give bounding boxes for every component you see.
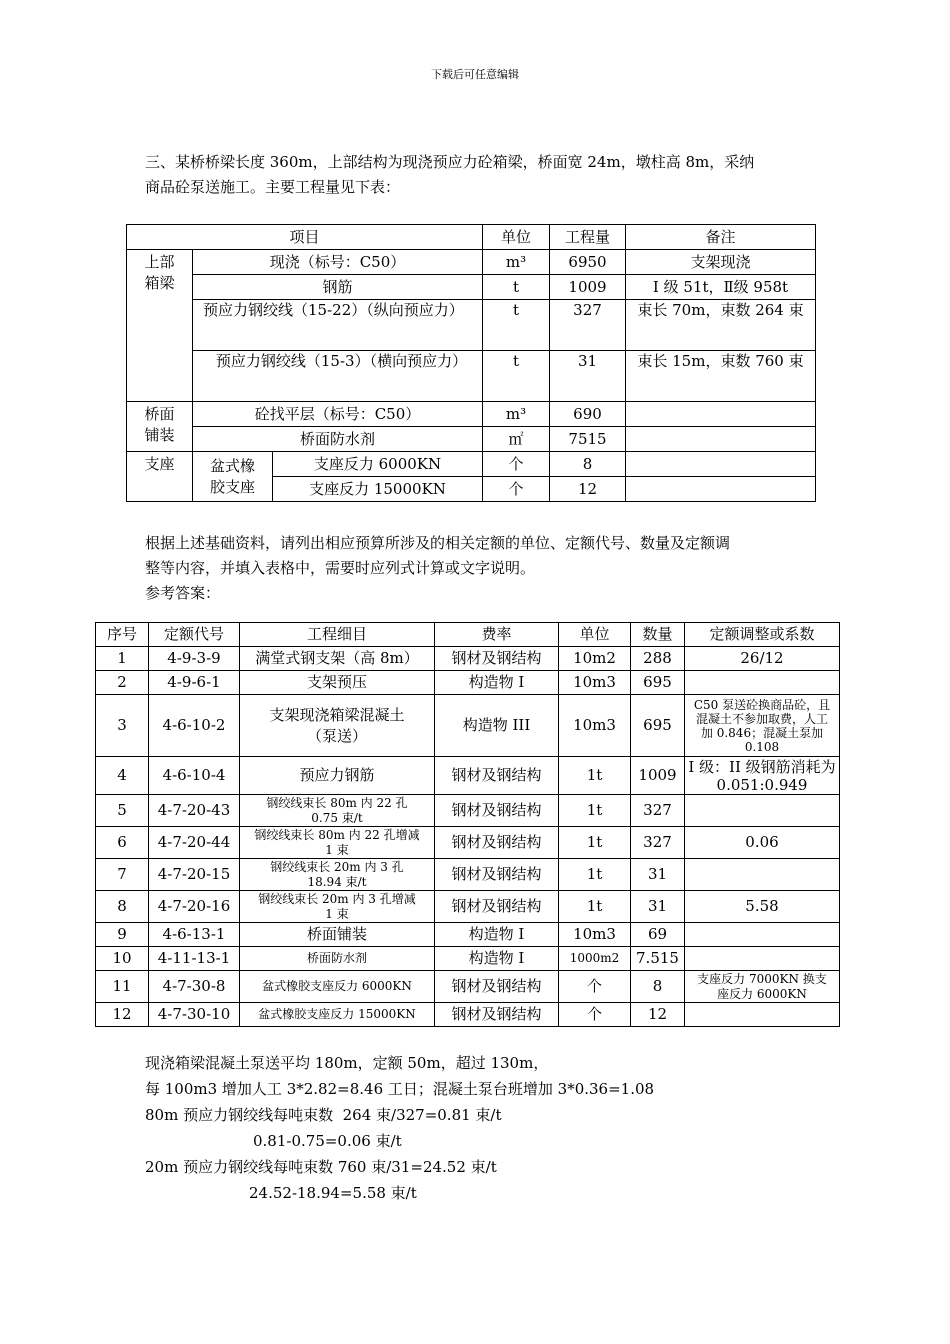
- table-row: [127, 427, 816, 452]
- table-row: [127, 452, 816, 477]
- header-cell: 项目: [127, 225, 483, 250]
- remark-cell: [626, 427, 816, 452]
- item-cell: 钢绞线束长 20m 内 3 孔增减 1 束: [240, 891, 435, 923]
- quantity-cell: 690: [550, 402, 626, 427]
- unit-cell: ㎡: [483, 427, 550, 452]
- header-cell: 定额调整或系数: [685, 623, 840, 647]
- unit-cell: 1000m2: [559, 947, 631, 971]
- seq-cell: 5: [96, 795, 149, 827]
- item-cell: 桥面铺装: [240, 923, 435, 947]
- item-cell: 盆式橡胶支座反力 15000KN: [240, 1003, 435, 1027]
- seq-cell: 12: [96, 1003, 149, 1027]
- unit-cell: 1t: [559, 795, 631, 827]
- answer-label: 参考答案：: [145, 584, 221, 602]
- adjust-cell: [685, 947, 840, 971]
- rate-cell: 构造物 I: [435, 671, 559, 695]
- table-row: [96, 923, 840, 947]
- header-cell: 定额代号: [149, 623, 240, 647]
- unit-cell: 个: [559, 1003, 631, 1027]
- seq-cell: 2: [96, 671, 149, 695]
- table-row: [96, 671, 840, 695]
- unit-cell: 1t: [559, 859, 631, 891]
- adjust-cell: 26/12: [685, 647, 840, 671]
- header-cell: 数量: [631, 623, 685, 647]
- table-row: [127, 402, 816, 427]
- table-row: [96, 695, 840, 757]
- rate-cell: 钢材及钢结构: [435, 891, 559, 923]
- rate-cell: 构造物 I: [435, 947, 559, 971]
- remark-cell: Ⅰ 级 51t，Ⅱ级 958t: [626, 275, 816, 300]
- adjust-cell: [685, 795, 840, 827]
- item-cell: 桥面防水剂: [240, 947, 435, 971]
- quantity-cell: 7515: [550, 427, 626, 452]
- code-cell: 4-9-6-1: [149, 671, 240, 695]
- rate-cell: 构造物 III: [435, 695, 559, 757]
- question-paragraph: [145, 531, 815, 606]
- adjust-cell: [685, 671, 840, 695]
- adjust-cell: [685, 1003, 840, 1027]
- table-row: [96, 971, 840, 1003]
- table-row: [127, 250, 816, 275]
- unit-cell: 个: [483, 452, 550, 477]
- code-cell: 4-6-10-4: [149, 757, 240, 795]
- note-line: 80m 预应力钢绞线每吨束数 264 束/327=0.81 束/t: [145, 1106, 502, 1124]
- intro-line: 三、某桥桥梁长度 360m，上部结构为现浇预应力砼箱梁，桥面宽 24m，墩柱高 8m，采纳: [145, 153, 755, 171]
- quantity-cell: 327: [631, 827, 685, 859]
- item-cell: 桥面防水剂: [193, 427, 483, 452]
- quantity-cell: 288: [631, 647, 685, 671]
- item-cell: 支座反力 15000KN: [273, 477, 483, 502]
- table-row: [96, 647, 840, 671]
- quantity-cell: 69: [631, 923, 685, 947]
- item-cell: 预应力钢筋: [240, 757, 435, 795]
- code-cell: 4-7-20-16: [149, 891, 240, 923]
- quantity-cell: 31: [631, 891, 685, 923]
- quantity-cell: 7.515: [631, 947, 685, 971]
- header-cell: 工程量: [550, 225, 626, 250]
- code-cell: 4-7-20-44: [149, 827, 240, 859]
- unit-cell: 10m2: [559, 647, 631, 671]
- unit-cell: 10m3: [559, 695, 631, 757]
- item-cell: 砼找平层（标号：C50）: [193, 402, 483, 427]
- unit-cell: m³: [483, 402, 550, 427]
- section-cell-deck-paving: 桥面 铺装: [127, 402, 193, 452]
- table-row: [127, 351, 816, 402]
- code-cell: 4-7-30-8: [149, 971, 240, 1003]
- code-cell: 4-7-20-43: [149, 795, 240, 827]
- quantity-cell: 8: [631, 971, 685, 1003]
- adjust-cell: [685, 923, 840, 947]
- seq-cell: 1: [96, 647, 149, 671]
- rate-cell: 钢材及钢结构: [435, 757, 559, 795]
- unit-cell: 个: [559, 971, 631, 1003]
- table-row: [96, 947, 840, 971]
- item-cell: 钢绞线束长 80m 内 22 孔 0.75 束/t: [240, 795, 435, 827]
- remark-cell: [626, 477, 816, 502]
- table-row: [96, 859, 840, 891]
- seq-cell: 7: [96, 859, 149, 891]
- adjust-cell: 支座反力 7000KN 换支座反力 6000KN: [685, 971, 840, 1003]
- seq-cell: 4: [96, 757, 149, 795]
- remark-cell: 支架现浇: [626, 250, 816, 275]
- header-cell: 单位: [559, 623, 631, 647]
- table-row: [127, 275, 816, 300]
- quantity-cell: 12: [631, 1003, 685, 1027]
- unit-cell: 1t: [559, 757, 631, 795]
- header-cell: 单位: [483, 225, 550, 250]
- code-cell: 4-7-20-15: [149, 859, 240, 891]
- header-cell: 备注: [626, 225, 816, 250]
- code-cell: 4-6-10-2: [149, 695, 240, 757]
- seq-cell: 10: [96, 947, 149, 971]
- adjust-cell: 0.06: [685, 827, 840, 859]
- code-cell: 4-11-13-1: [149, 947, 240, 971]
- table-row: [96, 827, 840, 859]
- adjust-cell: 5.58: [685, 891, 840, 923]
- note-line: 现浇箱梁混凝土泵送平均 180m，定额 50m，超过 130m，: [145, 1054, 549, 1072]
- code-cell: 4-9-3-9: [149, 647, 240, 671]
- item-cell: 钢绞线束长 80m 内 22 孔增减 1 束: [240, 827, 435, 859]
- table-row: [96, 795, 840, 827]
- subsection-cell-rubber-bearing: 盆式橡 胶支座: [193, 452, 273, 502]
- remark-cell: 束长 15m，束数 760 束: [626, 351, 816, 402]
- remark-cell: [626, 402, 816, 427]
- unit-cell: m³: [483, 250, 550, 275]
- header-cell: 费率: [435, 623, 559, 647]
- seq-cell: 9: [96, 923, 149, 947]
- item-cell: 盆式橡胶支座反力 6000KN: [240, 971, 435, 1003]
- rate-cell: 钢材及钢结构: [435, 795, 559, 827]
- question-line: 根据上述基础资料，请列出相应预算所涉及的相关定额的单位、定额代号、数量及定额调: [145, 534, 731, 552]
- quantity-cell: 327: [631, 795, 685, 827]
- adjust-cell: C50 泵送砼换商品砼，且混凝土不参加取费，人工加 0.846；混凝土泵加 0.108: [685, 695, 840, 757]
- unit-cell: 10m3: [559, 671, 631, 695]
- item-cell: 支架预压: [240, 671, 435, 695]
- unit-cell: 个: [483, 477, 550, 502]
- unit-cell: 1t: [559, 827, 631, 859]
- item-cell: 钢筋: [193, 275, 483, 300]
- item-cell: 现浇（标号：C50）: [193, 250, 483, 275]
- table-header-row: [127, 225, 816, 250]
- unit-cell: 1t: [559, 891, 631, 923]
- unit-cell: 10m3: [559, 923, 631, 947]
- intro-line: 商品砼泵送施工。主要工程量见下表：: [145, 178, 401, 196]
- rate-cell: 钢材及钢结构: [435, 859, 559, 891]
- remark-cell: 束长 70m，束数 264 束: [626, 300, 816, 351]
- rate-cell: 钢材及钢结构: [435, 827, 559, 859]
- rate-cell: 构造物 I: [435, 923, 559, 947]
- rate-cell: 钢材及钢结构: [435, 971, 559, 1003]
- table-row: [96, 891, 840, 923]
- table-header-row: [96, 623, 840, 647]
- unit-cell: t: [483, 275, 550, 300]
- code-cell: 4-6-13-1: [149, 923, 240, 947]
- note-line: 0.81-0.75=0.06 束/t: [253, 1132, 402, 1150]
- quantity-cell: 1009: [631, 757, 685, 795]
- intro-paragraph: [145, 150, 815, 200]
- quantity-cell: 327: [550, 300, 626, 351]
- seq-cell: 6: [96, 827, 149, 859]
- answer-table: [95, 622, 840, 1027]
- quantity-cell: 695: [631, 695, 685, 757]
- calculation-notes: [145, 1050, 654, 1206]
- table-row: [127, 300, 816, 351]
- quantity-cell: 695: [631, 671, 685, 695]
- item-cell: 钢绞线束长 20m 内 3 孔 18.94 束/t: [240, 859, 435, 891]
- quantity-cell: 6950: [550, 250, 626, 275]
- note-line: 每 100m3 增加人工 3*2.82=8.46 工日；混凝土泵台班增加 3*0.36=1.08: [145, 1080, 655, 1098]
- unit-cell: t: [483, 300, 550, 351]
- seq-cell: 8: [96, 891, 149, 923]
- quantity-cell: 31: [550, 351, 626, 402]
- seq-cell: 3: [96, 695, 149, 757]
- unit-cell: t: [483, 351, 550, 402]
- note-line: 20m 预应力钢绞线每吨束数 760 束/31=24.52 束/t: [145, 1158, 497, 1176]
- header-cell: 序号: [96, 623, 149, 647]
- rate-cell: 钢材及钢结构: [435, 647, 559, 671]
- remark-cell: [626, 452, 816, 477]
- table-row: [96, 1003, 840, 1027]
- adjust-cell: [685, 859, 840, 891]
- table-row: [96, 757, 840, 795]
- code-cell: 4-7-30-10: [149, 1003, 240, 1027]
- adjust-cell: I 级：II 级钢筋消耗为 0.051:0.949: [685, 757, 840, 795]
- page-header: 下载后可任意编辑: [431, 68, 519, 81]
- item-cell: 满堂式钢支架（高 8m）: [240, 647, 435, 671]
- section-cell-upper-girder: 上部 箱梁: [127, 250, 193, 402]
- item-cell: 预应力钢绞线（15-3）（横向预应力）: [193, 351, 483, 402]
- seq-cell: 11: [96, 971, 149, 1003]
- question-line: 整等内容，并填入表格中，需要时应列式计算或文字说明。: [145, 559, 536, 577]
- quantity-cell: 1009: [550, 275, 626, 300]
- quantity-cell: 8: [550, 452, 626, 477]
- note-line: 24.52-18.94=5.58 束/t: [249, 1184, 417, 1202]
- item-cell: 预应力钢绞线（15-22）（纵向预应力）: [193, 300, 483, 351]
- section-cell-bearing: 支座: [127, 452, 193, 502]
- header-cell: 工程细目: [240, 623, 435, 647]
- quantity-cell: 31: [631, 859, 685, 891]
- quantity-cell: 12: [550, 477, 626, 502]
- item-cell: 支座反力 6000KN: [273, 452, 483, 477]
- quantities-table: [126, 224, 816, 502]
- rate-cell: 钢材及钢结构: [435, 1003, 559, 1027]
- item-cell: 支架现浇箱梁混凝土（泵送）: [240, 695, 435, 757]
